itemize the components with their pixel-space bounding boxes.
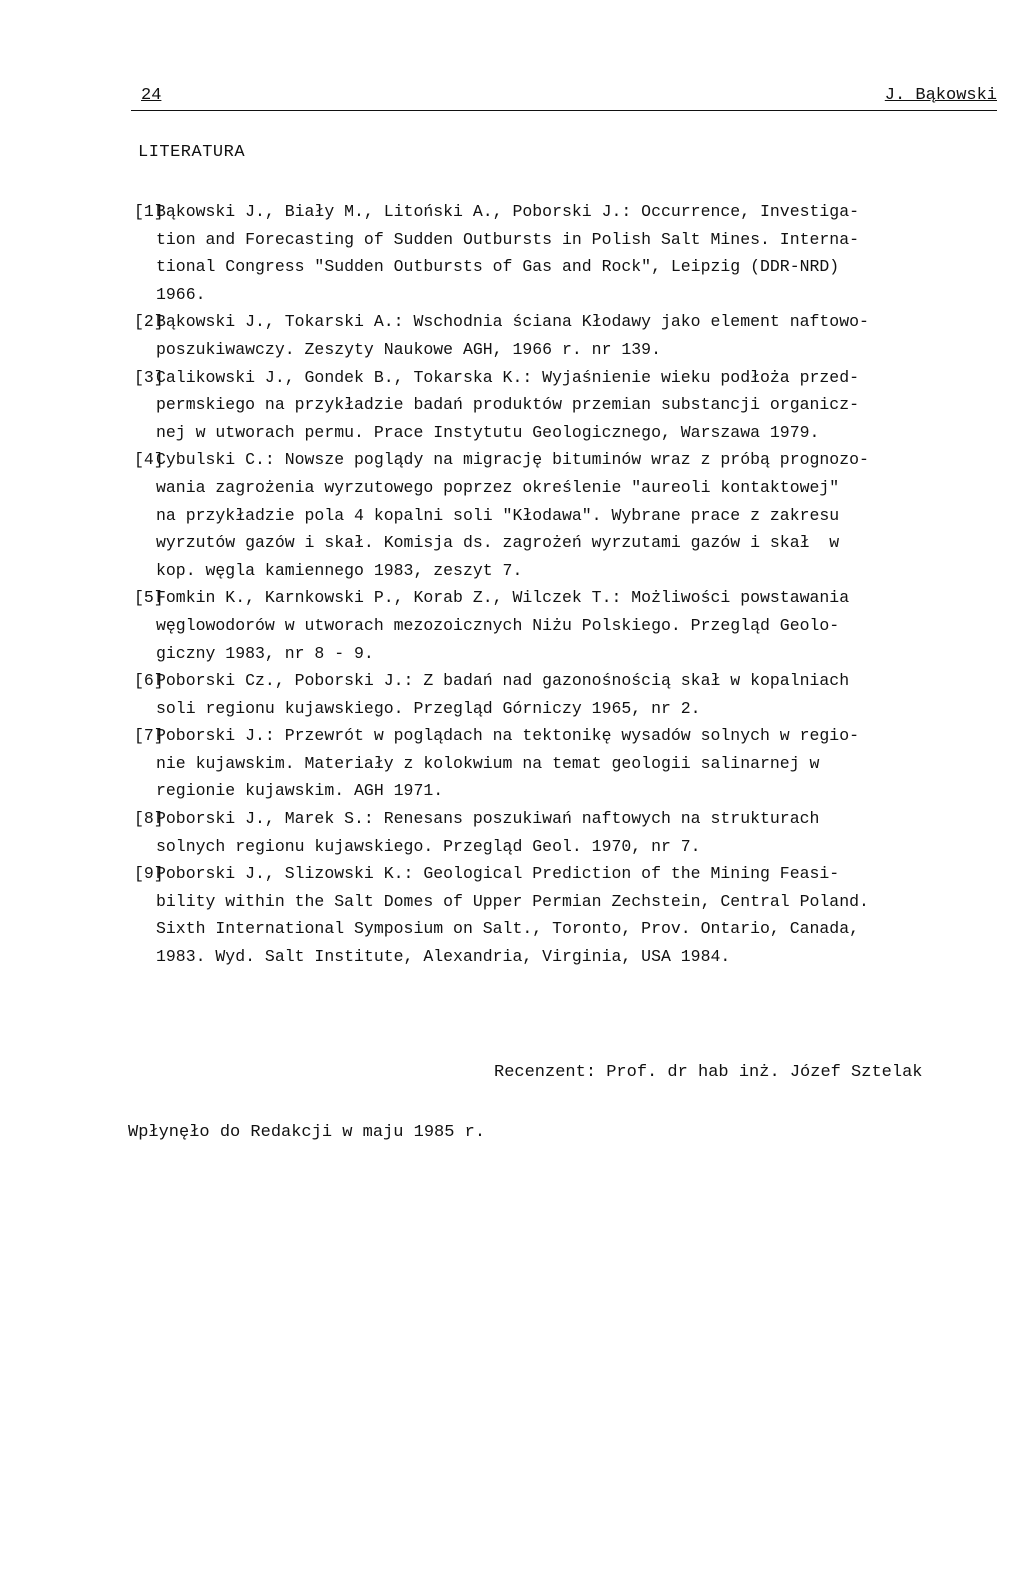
reference-line: Poborski J., Marek S.: Renesans poszukiwań naftowych na strukturach xyxy=(156,809,820,829)
running-author: J. Bąkowski xyxy=(884,86,997,105)
reference-text xyxy=(156,805,1004,860)
reference-line: bility within the Salt Domes of Upper Permian Zechstein, Central Poland. xyxy=(156,891,869,911)
reference-line: tional Congress "Sudden Outbursts of Gas and Rock", Leipzig (DDR-NRD) xyxy=(156,257,840,277)
received-note: Wpłynęło do Redakcji w maju 1985 r. xyxy=(128,1123,486,1142)
reference-number: [5] xyxy=(134,588,164,608)
reference-line: kop. węgla kamiennego 1983, zeszyt 7. xyxy=(156,560,523,580)
reference-line: Calikowski J., Gondek B., Tokarska K.: Wyjaśnienie wieku podłoża przed- xyxy=(156,367,860,387)
reference-line: tion and Forecasting of Sudden Outbursts in Polish Salt Mines. Interna- xyxy=(156,229,860,249)
reference-line: na przykładzie pola 4 kopalni soli "Kłodawa". Wybrane prace z zakresu xyxy=(156,505,840,525)
reference-line: węglowodorów w utworach mezozoicznych Niżu Polskiego. Przegląd Geolo- xyxy=(156,615,840,635)
reference-line: Poborski J.: Przewrót w poglądach na tektonikę wysadów solnych w regio- xyxy=(156,726,860,746)
reference-line: nie kujawskim. Materiały z kolokwium na temat geologii salinarnej w xyxy=(156,753,820,773)
reference-number: [1] xyxy=(134,202,164,221)
reference-line: regionie kujawskim. AGH 1971. xyxy=(156,781,444,801)
reference-line: wyrzutów gazów i skał. Komisja ds. zagrożeń wyrzutami gazów i skał w xyxy=(156,533,840,553)
reference-item xyxy=(134,198,1004,308)
reference-line: Sixth International Symposium on Salt., Toronto, Prov. Ontario, Canada, xyxy=(156,919,860,939)
reference-text xyxy=(156,860,1004,970)
reference-item xyxy=(134,805,1004,860)
reference-line: Cybulski C.: Nowsze poglądy na migrację bituminów wraz z próbą prognozo- xyxy=(156,450,869,470)
reference-line: Fomkin K., Karnkowski P., Korab Z., Wilczek T.: Możliwości powstawania xyxy=(156,588,850,608)
reference-item xyxy=(134,308,1004,363)
reference-number: [6] xyxy=(134,671,164,691)
reference-item xyxy=(134,667,1004,722)
reference-number: [9] xyxy=(134,864,164,884)
section-title: LITERATURA xyxy=(138,143,246,162)
reference-line: 1966. xyxy=(156,284,206,304)
reference-item xyxy=(134,446,1004,584)
reference-text xyxy=(156,722,1004,805)
reference-item xyxy=(134,584,1004,667)
reference-item xyxy=(134,364,1004,447)
page-header xyxy=(131,86,997,112)
reference-text xyxy=(156,308,1004,363)
reference-line: soli regionu kujawskiego. Przegląd Górniczy 1965, nr 2. xyxy=(156,698,701,718)
reference-number: [4] xyxy=(134,450,164,470)
reference-number: [7] xyxy=(134,726,164,746)
reviewer-note: Recenzent: Prof. dr hab inż. Józef Sztelak xyxy=(494,1063,923,1082)
reference-text xyxy=(156,446,1004,584)
reference-line: poszukiwawczy. Zeszyty Naukowe AGH, 1966 r. nr 139. xyxy=(156,339,661,359)
reference-line: Poborski Cz., Poborski J.: Z badań nad gazonośnością skał w kopalniach xyxy=(156,671,850,691)
reference-line: wania zagrożenia wyrzutowego poprzez określenie "aureoli kontaktowej" xyxy=(156,477,840,497)
reference-text xyxy=(156,364,1004,447)
reference-line: permskiego na przykładzie badań produktów przemian substancji organicz- xyxy=(156,395,860,415)
reference-list xyxy=(134,198,1004,971)
reference-text xyxy=(156,667,1004,722)
reference-line: giczny 1983, nr 8 - 9. xyxy=(156,643,374,663)
reference-line: Poborski J., Slizowski K.: Geological Prediction of the Mining Feasi- xyxy=(156,864,840,884)
reference-text xyxy=(156,198,1004,308)
reference-number: [3] xyxy=(134,367,164,387)
reference-number: [2] xyxy=(134,312,164,332)
reference-line: 1983. Wyd. Salt Institute, Alexandria, Virginia, USA 1984. xyxy=(156,947,731,967)
reference-number: [8] xyxy=(134,809,164,829)
reference-item xyxy=(134,860,1004,970)
reference-line: solnych regionu kujawskiego. Przegląd Geol. 1970, nr 7. xyxy=(156,836,701,856)
header-rule xyxy=(131,110,997,111)
reference-item xyxy=(134,722,1004,805)
page-number: 24 xyxy=(141,86,162,105)
reference-line: nej w utworach permu. Prace Instytutu Geologicznego, Warszawa 1979. xyxy=(156,422,820,442)
reference-text xyxy=(156,584,1004,667)
reference-line: Bąkowski J., Biały M., Litoński A., Poborski J.: Occurrence, Investiga- xyxy=(156,202,860,221)
reference-line: Bąkowski J., Tokarski A.: Wschodnia ściana Kłodawy jako element naftowo- xyxy=(156,312,869,332)
